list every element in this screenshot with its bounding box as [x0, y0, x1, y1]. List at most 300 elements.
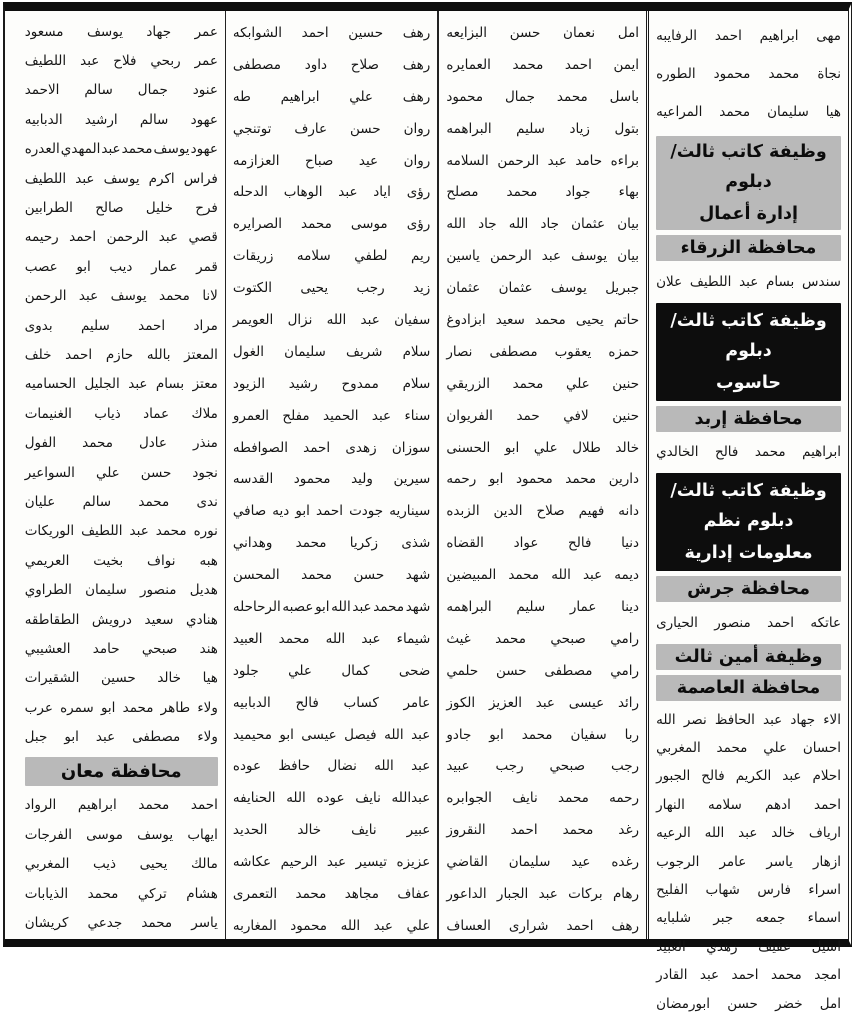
name-word: فراس: [183, 170, 218, 187]
name-word: احمد: [69, 229, 97, 246]
name-word: محمد: [719, 104, 751, 120]
name-word: امل: [617, 24, 640, 41]
name-word: شهاب: [705, 882, 740, 899]
name-word: سليم: [80, 317, 110, 334]
name-word: عماد: [143, 405, 170, 422]
name-word: هيا: [825, 104, 841, 120]
name-row: [25, 252, 218, 281]
column-second-from-left: [226, 11, 438, 939]
name-row: [446, 145, 639, 177]
job-title-header: [656, 473, 841, 571]
name-word: عثمان: [446, 280, 481, 297]
name-word: الرفايبه: [656, 28, 698, 44]
name-word: عبد: [352, 598, 372, 615]
name-word: عبد: [699, 967, 720, 984]
name-word: العزازمه: [232, 152, 280, 169]
name-word: مجاهد: [344, 885, 379, 902]
name-row: [25, 370, 218, 399]
name-word: الجبور: [656, 768, 691, 785]
name-word: عهود: [190, 111, 218, 128]
name-row: [233, 750, 430, 782]
name-word: الفول: [24, 435, 57, 452]
name-word: بيان: [617, 216, 640, 233]
name-row: [446, 782, 639, 814]
name-word: محمد: [495, 630, 526, 647]
name-word: جهاد: [790, 711, 816, 728]
column-second-from-right: [438, 11, 649, 939]
name-word: نجود: [192, 464, 218, 481]
name-word: القادر: [656, 967, 688, 984]
name-word: ايهاب: [187, 826, 218, 843]
name-word: سعيد: [144, 611, 174, 628]
name-word: عيسى: [301, 726, 337, 743]
name-row: [25, 46, 218, 75]
name-word: ابراهيم: [802, 444, 841, 461]
name-row: [656, 762, 841, 790]
name-word: احمد: [714, 28, 742, 44]
name-word: هنادي: [186, 611, 218, 628]
name-row: [25, 693, 218, 722]
name-word: احمد: [315, 503, 343, 520]
name-word: عبد: [738, 825, 758, 842]
name-row: [656, 791, 841, 819]
name-word: عوده: [316, 790, 345, 807]
name-row: [656, 734, 841, 762]
name-word: محمود: [446, 88, 484, 105]
name-word: بسام: [155, 376, 185, 393]
name-word: معتز: [192, 376, 218, 393]
name-word: الله: [446, 216, 466, 233]
name-word: علي: [763, 740, 787, 757]
name-word: ابو: [315, 598, 330, 615]
name-word: جودت: [349, 503, 384, 520]
name-row: [656, 706, 841, 734]
name-word: سليمان: [508, 854, 551, 871]
name-word: مصطفى: [489, 343, 538, 360]
name-word: صلاح: [536, 503, 565, 520]
name-word: القدسه: [232, 471, 274, 488]
name-row: [656, 55, 841, 93]
name-word: عواد: [513, 535, 539, 552]
header-line: وظيفة كاتب ثالث/دبلوم: [670, 310, 827, 361]
name-word: الطوره: [656, 66, 696, 82]
name-word: محمد: [512, 56, 544, 73]
name-word: غيث: [446, 630, 471, 647]
name-word: عفاف: [397, 885, 431, 902]
name-word: صافي: [232, 503, 267, 520]
name-row: [233, 719, 430, 751]
name-word: احمد: [566, 917, 594, 934]
name-word: دينا: [621, 598, 640, 615]
name-word: العمرو: [232, 407, 270, 424]
name-row: [656, 17, 841, 55]
name-word: يعقوب: [554, 343, 592, 360]
name-word: عارف: [294, 120, 328, 137]
name-row: [233, 591, 430, 623]
name-word: ازهار: [812, 853, 841, 870]
name-word: الدحله: [232, 184, 268, 201]
name-word: ديب: [109, 258, 133, 275]
name-word: الاء: [823, 711, 841, 728]
name-word: حافظ: [278, 758, 311, 775]
header-line: محافظة الزرقاء: [680, 238, 817, 258]
name-word: عيد: [358, 152, 379, 169]
name-row: [656, 933, 841, 961]
name-word: ريم: [411, 248, 431, 265]
name-word: عثمان: [571, 216, 606, 233]
name-word: عادل: [138, 435, 167, 452]
name-word: نوره: [193, 523, 218, 540]
name-word: سلام: [402, 375, 431, 392]
name-word: محمد: [295, 885, 327, 902]
name-word: قمر: [196, 258, 218, 275]
name-row: [233, 782, 430, 814]
name-word: عبير: [406, 822, 431, 839]
name-word: فالح: [295, 694, 319, 711]
name-word: يحيى: [575, 311, 604, 328]
name-row: [233, 49, 430, 81]
name-word: احسان: [802, 740, 841, 757]
name-word: التعمرى: [232, 885, 278, 902]
name-word: حامد: [575, 152, 603, 169]
name-row: [233, 495, 430, 527]
name-word: محمد: [138, 797, 170, 814]
name-word: علي: [349, 88, 373, 105]
name-row: [656, 607, 841, 639]
name-word: بركات: [568, 885, 603, 902]
name-word: علي: [406, 917, 431, 934]
name-word: سناء: [404, 407, 431, 424]
name-word: المغربي: [24, 856, 70, 873]
name-word: عبد: [128, 376, 148, 393]
name-word: عبد: [78, 288, 99, 305]
name-word: زهدى: [345, 439, 377, 456]
name-word: علي: [95, 464, 120, 481]
name-word: سندس: [802, 273, 841, 290]
name-row: [446, 368, 639, 400]
name-word: النقروز: [446, 822, 486, 839]
name-word: الرحاحله: [232, 598, 281, 615]
name-word: القضاه: [446, 535, 484, 552]
name-word: محمود: [713, 66, 751, 82]
name-word: عهود: [190, 141, 218, 158]
name-word: الله: [326, 311, 347, 328]
name-word: سليمان: [284, 343, 326, 360]
name-word: يحيى: [300, 280, 329, 297]
name-word: لطفي: [354, 248, 388, 265]
name-row: [233, 304, 430, 336]
name-row: [233, 145, 430, 177]
name-word: الكوز: [446, 694, 476, 711]
name-row: [233, 687, 430, 719]
name-word: محمد: [565, 471, 597, 488]
name-word: شريف: [345, 343, 383, 360]
name-row: [25, 282, 218, 311]
name-row: [446, 559, 639, 591]
name-word: حنين: [612, 375, 640, 392]
name-word: احمد: [814, 796, 841, 813]
name-word: اللطيف: [81, 523, 123, 540]
name-word: الرحمن: [497, 152, 540, 169]
name-word: يوسف: [86, 23, 123, 40]
name-word: المهدي: [60, 141, 101, 158]
name-row: [446, 463, 639, 495]
name-row: [25, 517, 218, 546]
name-word: احمد: [510, 822, 538, 839]
name-row: [25, 634, 218, 663]
name-word: الرحمن: [489, 248, 532, 265]
name-word: الحسنى: [446, 439, 491, 456]
name-word: داود: [304, 56, 328, 73]
name-word: ملاك: [191, 405, 218, 422]
name-row: [25, 546, 218, 575]
name-row: [446, 17, 639, 49]
name-word: دانه: [618, 503, 640, 520]
name-word: منصور: [714, 614, 751, 631]
name-word: عصب: [24, 258, 58, 275]
name-row: [233, 400, 430, 432]
name-word: علي: [533, 439, 558, 456]
header-line: معلومات إدارية: [684, 543, 813, 563]
name-word: خالد: [771, 825, 795, 842]
name-word: صباح: [305, 152, 334, 169]
name-word: المعتز: [184, 346, 218, 363]
name-word: المراعيه: [656, 104, 703, 120]
name-word: حلمي: [446, 662, 479, 679]
name-word: ولاء: [197, 699, 218, 716]
name-word: عبد: [101, 141, 121, 158]
name-word: نجاة: [817, 66, 841, 82]
name-word: اللطيف: [689, 273, 732, 290]
name-row: [446, 846, 639, 878]
name-word: حاتم: [613, 311, 640, 328]
name-word: فارس: [757, 882, 791, 899]
name-word: رهف: [402, 88, 431, 105]
name-row: [446, 81, 639, 113]
name-word: مسعود: [24, 23, 64, 40]
name-word: جاد: [478, 216, 497, 233]
header-line: وظيفة كاتب ثالث/دبلوم: [670, 142, 827, 192]
name-word: تيسير: [355, 854, 387, 871]
name-word: سفيان: [570, 726, 607, 743]
name-word: لانا: [202, 288, 218, 305]
name-word: احمد: [767, 614, 795, 631]
name-word: الداعور: [446, 885, 487, 902]
name-row: [25, 340, 218, 369]
name-word: محمد: [716, 740, 748, 757]
name-word: عمار: [569, 598, 597, 615]
name-word: مصلح: [446, 184, 479, 201]
name-row: [446, 527, 639, 559]
name-word: رحيمه: [24, 229, 59, 246]
header-line: محافظة معان: [60, 760, 182, 782]
name-row: [25, 487, 218, 516]
name-row: [446, 113, 639, 145]
name-word: بهاء: [618, 184, 640, 201]
name-row: [25, 879, 218, 908]
name-word: عبد: [762, 711, 783, 728]
name-word: دنيا: [621, 535, 640, 552]
name-word: فلاح: [113, 53, 137, 70]
name-word: بخيت: [93, 552, 124, 569]
name-word: الصوافطه: [232, 439, 288, 456]
name-word: طلال: [572, 439, 601, 456]
name-word: عزيزه: [396, 854, 431, 871]
name-row: [233, 527, 430, 559]
job-title-header: [656, 644, 841, 670]
name-word: منذر: [192, 435, 218, 452]
name-word: محمد: [534, 311, 566, 328]
name-word: ديه: [272, 503, 290, 520]
name-word: العويمر: [232, 311, 274, 328]
governorate-header: [656, 235, 841, 261]
name-word: جبريل: [605, 280, 640, 297]
name-word: ابورمضان: [656, 995, 711, 1012]
name-word: حسن: [509, 24, 541, 41]
name-row: [25, 605, 218, 634]
name-word: محمد: [301, 567, 332, 584]
name-word: محمد: [295, 535, 327, 552]
name-word: ذيب: [92, 856, 116, 873]
name-row: [446, 750, 639, 782]
name-word: محمود: [293, 471, 331, 488]
name-row: [25, 428, 218, 457]
name-word: نواف: [147, 552, 176, 569]
name-word: سليم: [516, 120, 545, 137]
name-word: مصطفى: [232, 56, 281, 73]
name-word: الله: [331, 598, 351, 615]
name-word: ابو: [488, 471, 504, 488]
name-word: الجوابره: [446, 790, 492, 807]
name-word: ربا: [624, 726, 640, 743]
name-word: البراهمه: [446, 598, 492, 615]
name-word: العزيز: [488, 694, 522, 711]
name-row: [446, 687, 639, 719]
name-word: خضر: [775, 995, 803, 1012]
name-word: ابو: [279, 726, 294, 743]
header-line: محافظة العاصمة: [676, 677, 821, 698]
name-row: [233, 910, 430, 942]
name-word: الدبابيه: [24, 111, 63, 128]
name-word: محمود: [515, 471, 553, 488]
name-word: فالح: [714, 444, 739, 461]
name-word: احمد: [731, 967, 759, 984]
name-word: هشام: [186, 885, 218, 902]
name-word: سالم: [139, 111, 169, 128]
name-word: قصي: [188, 229, 218, 246]
name-word: اللطيف: [24, 53, 67, 70]
name-word: الله: [340, 917, 361, 934]
name-row: [446, 208, 639, 240]
name-word: اياد: [373, 184, 391, 201]
header-line: حاسوب: [716, 372, 781, 393]
name-word: جبل: [24, 729, 48, 746]
name-row: [25, 193, 218, 222]
name-word: عاتكه: [810, 614, 841, 631]
name-word: اسيل: [811, 938, 841, 955]
name-word: براءه: [610, 152, 640, 169]
name-word: عمر: [194, 23, 218, 40]
name-word: ابو: [64, 729, 79, 746]
name-row: [446, 240, 639, 272]
name-word: حامد: [92, 640, 120, 657]
name-word: عامر: [719, 853, 747, 870]
name-word: صبحي: [549, 758, 586, 775]
name-word: ابراهيم: [759, 28, 799, 44]
name-word: حمد: [516, 407, 540, 424]
name-word: مراد: [193, 317, 218, 334]
name-word: صالح: [95, 200, 124, 217]
name-word: العريمي: [24, 552, 70, 569]
name-word: الوهاب: [283, 184, 323, 201]
name-word: خليل: [145, 200, 173, 217]
name-word: محمود: [290, 917, 328, 934]
name-word: العساف: [446, 917, 491, 934]
name-word: سعيد: [495, 311, 525, 328]
name-word: عبد: [739, 273, 759, 290]
name-word: الفريوان: [446, 407, 493, 424]
name-word: عبد: [75, 170, 95, 187]
name-row: [233, 113, 430, 145]
name-word: جواد: [565, 184, 591, 201]
column-leftmost: [18, 11, 226, 939]
name-word: نزال: [287, 311, 313, 328]
name-row: [25, 311, 218, 340]
name-word: الرجوب: [656, 853, 700, 870]
name-word: وليد: [351, 471, 373, 488]
name-word: خالد: [615, 439, 640, 456]
name-word: بتول: [614, 120, 640, 137]
name-word: ايمن: [613, 56, 640, 73]
name-row: [25, 664, 218, 693]
name-word: ابو: [100, 699, 116, 716]
name-word: ياسر: [766, 853, 793, 870]
name-word: عبد: [547, 152, 567, 169]
columns: [5, 11, 848, 1012]
name-word: ابو: [504, 439, 520, 456]
name-word: نضال: [327, 758, 357, 775]
header-line: وظيفة أمين ثالث: [674, 646, 823, 667]
name-word: حسن: [353, 567, 385, 584]
name-word: سالم: [84, 82, 113, 99]
name-word: بسام: [766, 273, 795, 290]
name-row: [233, 272, 430, 304]
name-word: ابو: [295, 503, 310, 520]
name-word: عبد: [538, 885, 558, 902]
name-word: سوزان: [391, 439, 431, 456]
name-word: محمد: [121, 141, 153, 158]
name-row: [25, 164, 218, 193]
name-word: فالح: [701, 768, 725, 785]
name-word: العبيد: [656, 938, 686, 955]
name-word: محمد: [278, 630, 310, 647]
name-word: الحميد: [323, 407, 359, 424]
name-word: عبدالله: [391, 790, 431, 807]
name-word: نصار: [446, 343, 473, 360]
name-row: [656, 989, 841, 1017]
name-word: عيسى: [568, 694, 605, 711]
name-word: البزايعه: [446, 24, 487, 41]
name-word: محمد: [159, 288, 190, 305]
name-word: العدره: [24, 141, 60, 158]
name-word: الحديد: [232, 822, 268, 839]
name-row: [446, 495, 639, 527]
name-word: شلبايه: [656, 910, 692, 927]
name-word: الله: [286, 790, 306, 807]
name-word: محمد: [558, 790, 589, 807]
name-word: توتنجي: [232, 120, 272, 137]
name-word: عنود: [192, 82, 218, 99]
